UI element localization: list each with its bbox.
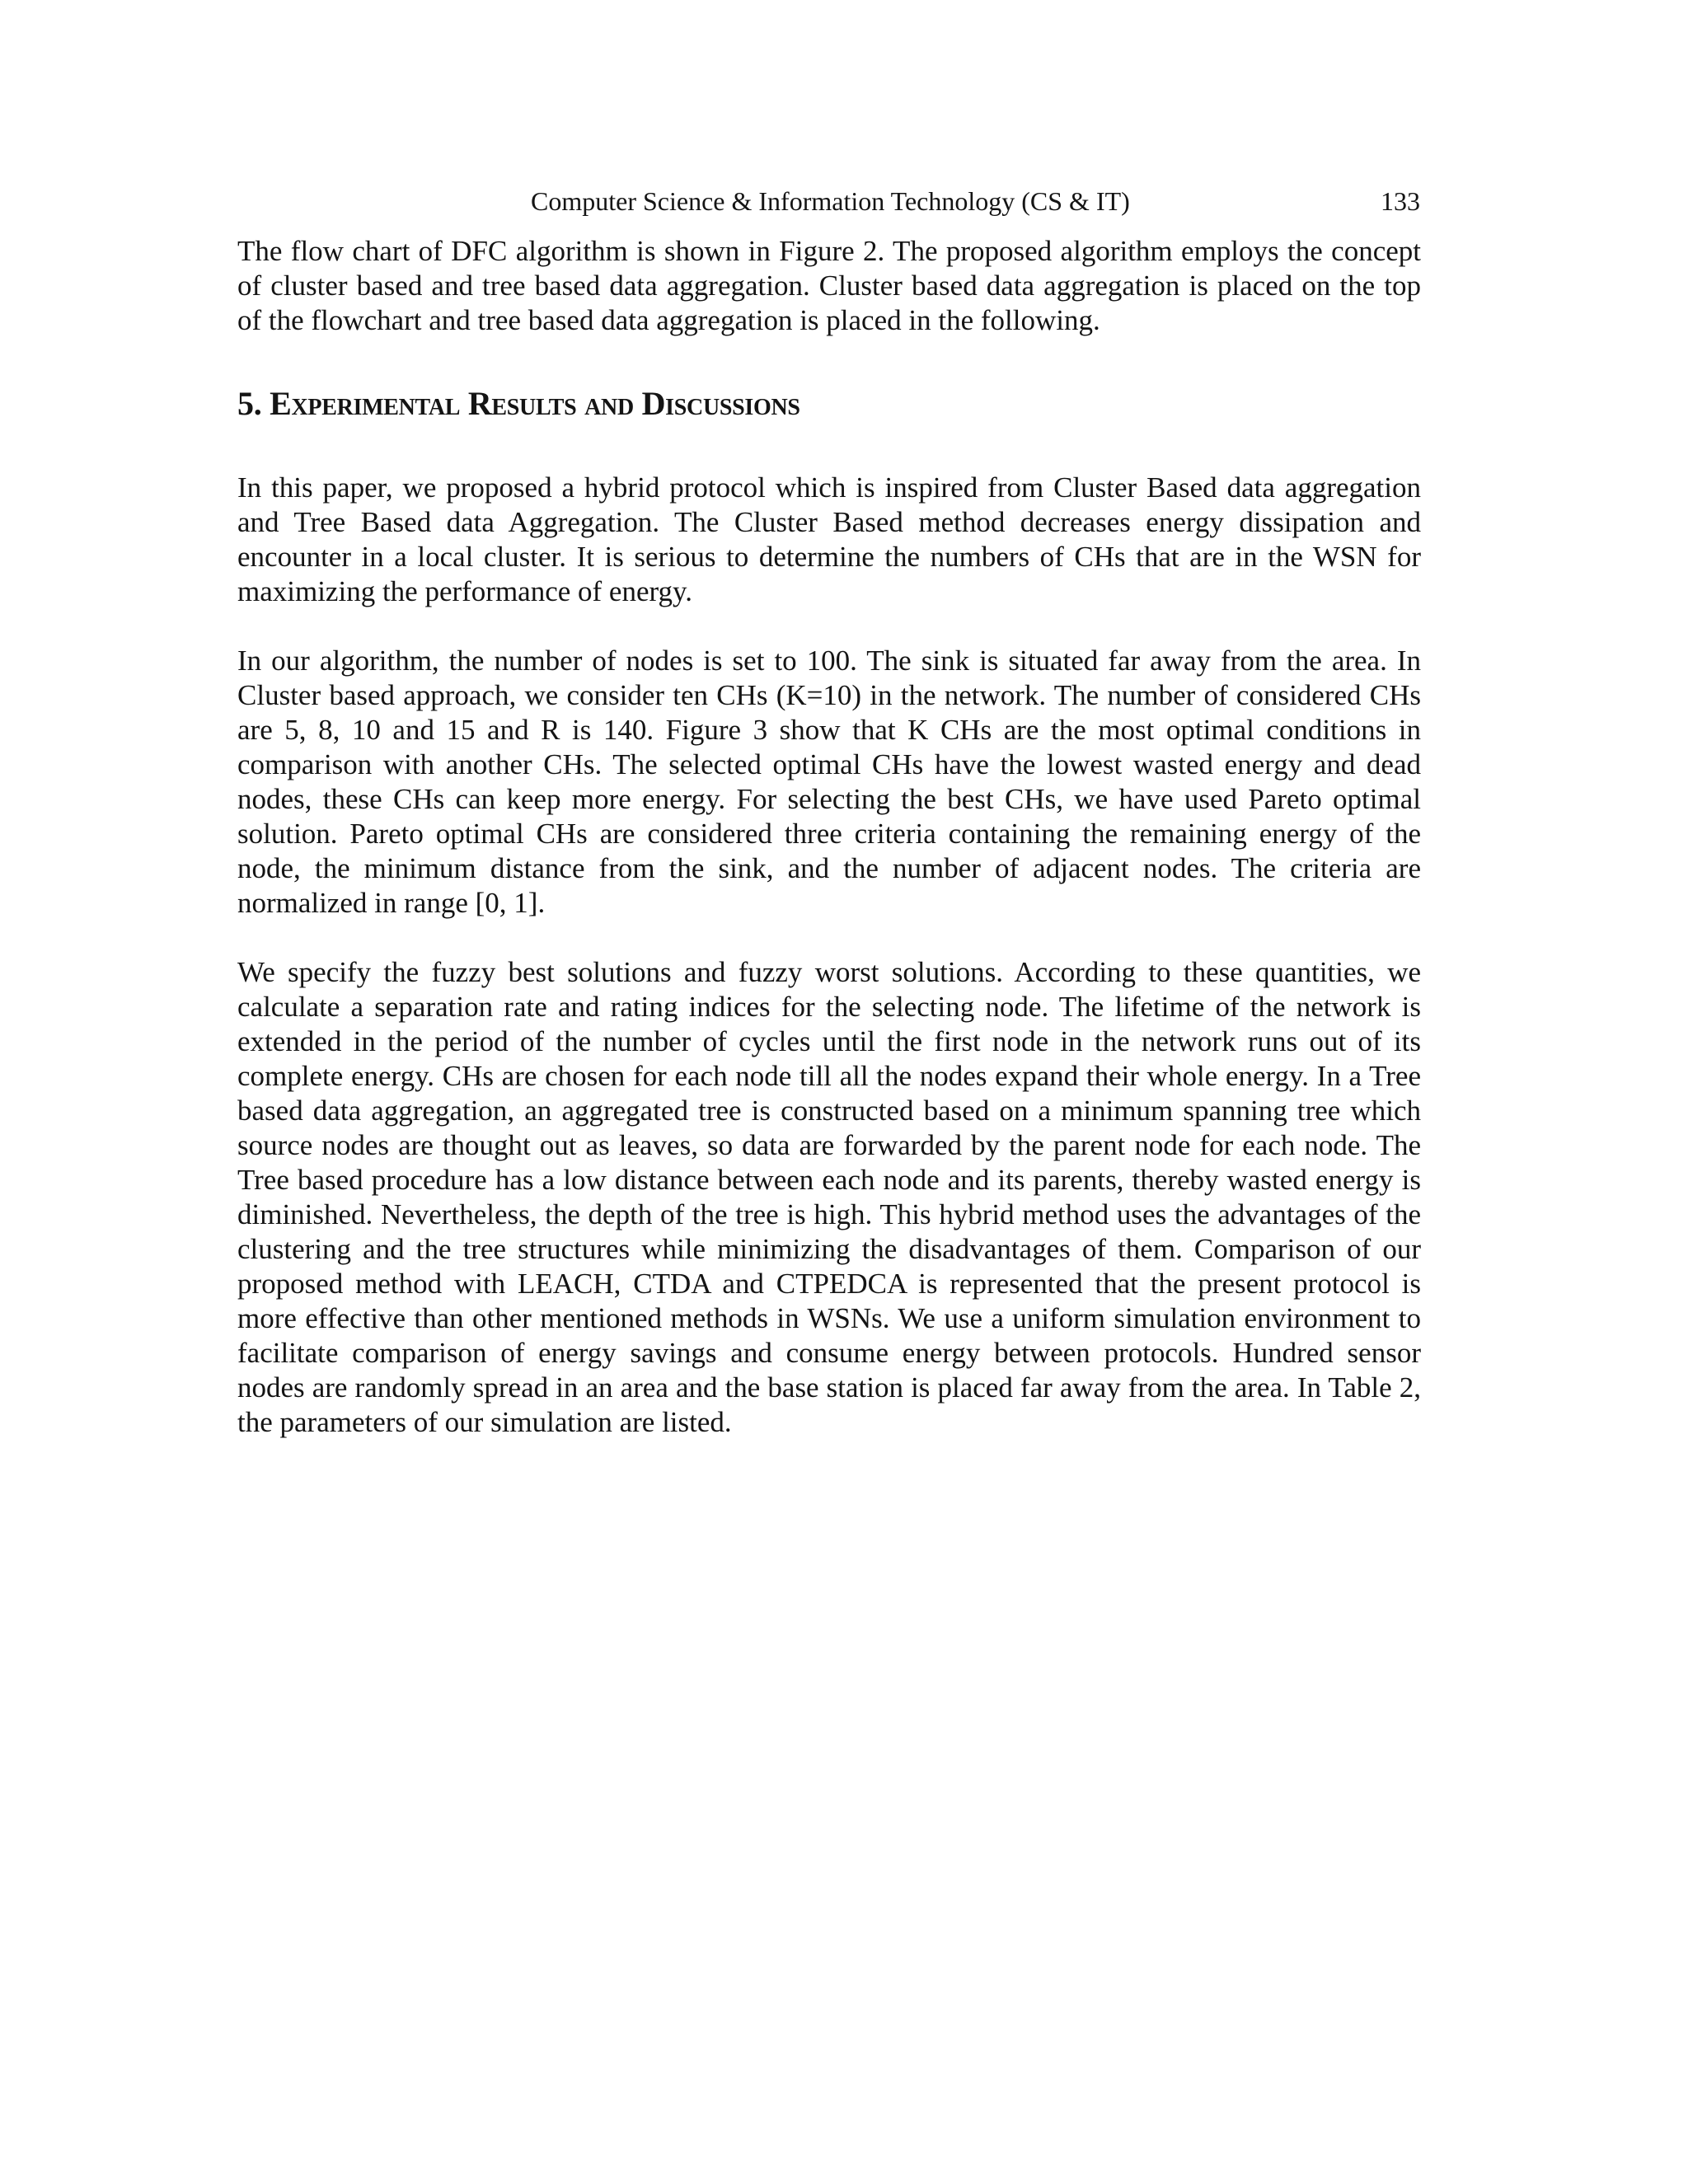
body-paragraph: In this paper, we proposed a hybrid protocol which is inspired from Cluster Based data aggregation and Tree Based data Aggregation. The Cluster Based method decreases energy dissipation and encounter in a local cluster. It is serious to determine the numbers of CHs that are in the WSN for maximizing the performance of energy. [237, 471, 1421, 607]
page-header [237, 183, 1420, 219]
page-number: 133 [1381, 186, 1420, 216]
body-paragraph: We specify the fuzzy best solutions and fuzzy worst solutions. According to these quantities, we calculate a separation rate and rating indices for the selecting node. The lifetime of the network is extended in the period of the number of cycles until the first node in the network runs out of its complete energy. CHs are chosen for each node till all the nodes expand their whole energy. In a Tree based data aggregation, an aggregated tree is constructed based on a minimum spanning tree which source nodes are thought out as leaves, so data are forwarded by the parent node for each node. The Tree based procedure has a low distance between each node and its parents, thereby wasted energy is diminished. Nevertheless, the depth of the tree is high. This hybrid method uses the advantages of the clustering and the tree structures while minimizing the disadvantages of them. Comparison of our proposed method with LEACH, CTDA and CTPEDCA is represented that the present protocol is more effective than other mentioned methods in WSNs. We use a uniform simulation environment to facilitate comparison of energy savings and consume energy between protocols. Hundred sensor nodes are randomly spread in an area and the base station is placed far away from the area. In Table 2, the parameters of our simulation are listed. [237, 956, 1421, 1438]
intro-paragraph: The flow chart of DFC algorithm is shown in Figure 2. The proposed algorithm employs the concept of cluster based and tree based data aggregation. Cluster based data aggregation is placed on the top of the flowchart and tree based data aggregation is placed in the following. [237, 235, 1421, 336]
body-column [237, 234, 1421, 1440]
section-heading: 5. Experimental Results and Discussions [237, 385, 800, 422]
body-paragraph: In our algorithm, the number of nodes is set to 100. The sink is situated far away from the area. In Cluster based approach, we consider ten CHs (K=10) in the network. The number of considered CHs are 5, 8, 10 and 15 and R is 140. Figure 3 show that K CHs are the most optimal conditions in comparison with another CHs. The selected optimal CHs have the lowest wasted energy and dead nodes, these CHs can keep more energy. For selecting the best CHs, we have used Pareto optimal solution. Pareto optimal CHs are considered three criteria containing the remaining energy of the node, the minimum distance from the sink, and the number of adjacent nodes. The criteria are normalized in range [0, 1]. [237, 644, 1421, 919]
running-title: Computer Science & Information Technology (CS & IT) [531, 186, 1130, 216]
